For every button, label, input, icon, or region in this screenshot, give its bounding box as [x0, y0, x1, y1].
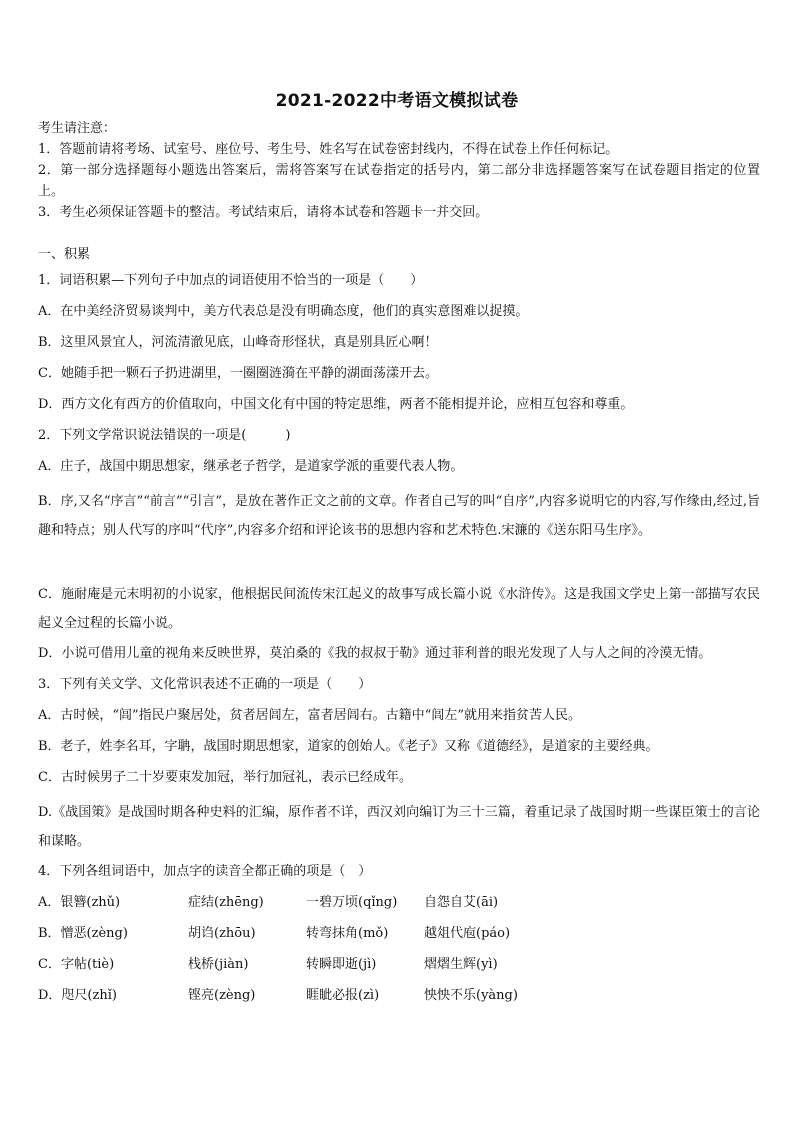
question-2-option-b: B．序,又名“序言”“前言”“引言”，是放在著作正文之前的文章。作者自己写的叫“自序”,内容多说明它的内容,写作缘由,经过,旨趣和特点；别人代写的序叫“代序”,内容多介绍和评论该书的思想内容和艺术特色.宋濂的《送东阳马生序》。	[38, 494, 760, 538]
word-item: 症结(zhēng)	[188, 895, 264, 910]
question-1-option-b: B．这里风景宜人，河流清澈见底，山峰奇形怪状，真是别具匠心啊！	[38, 335, 438, 350]
section-heading: 一、积累	[38, 247, 91, 262]
question-1-option-d: D．西方文化有西方的价值取向，中国文化有中国的特定思维，两者不能相提并论，应相互包容和尊重。	[38, 397, 634, 412]
question-4-option-a	[38, 892, 760, 913]
question-2-option-d: D．小说可借用儿童的视角来反映世界，莫泊桑的《我的叔叔于勒》通过菲利普的眼光发现了人与人之间的冷漠无情。	[38, 646, 712, 661]
question-1-stem: 1．词语积累—下列句子中加点的词语使用不恰当的一项是（ ）	[38, 273, 424, 288]
question-4-option-c	[38, 954, 760, 975]
word-item: D．咫尺(zhǐ)	[38, 988, 117, 1003]
notice-item-1: 1．答题前请将考场、试室号、座位号、考生号、姓名写在试卷密封线内，不得在试卷上作任何标记。	[38, 142, 619, 157]
question-4-option-d	[38, 985, 760, 1006]
word-item: 自怨自艾(āi)	[424, 895, 499, 910]
word-item: 胡诌(zhōu)	[188, 926, 256, 941]
question-3-stem: 3．下列有关文学、文化常识表述不正确的一项是（ ）	[38, 677, 372, 692]
question-3-option-c: C．古时候男子二十岁要束发加冠，举行加冠礼，表示已经成年。	[38, 770, 412, 785]
word-item: C．字帖(tiè)	[38, 957, 115, 972]
word-item: 铿亮(zèng)	[188, 988, 256, 1003]
word-item: 一碧万顷(qǐng)	[306, 895, 398, 910]
word-item: 转瞬即逝(jì)	[306, 957, 377, 972]
question-2-stem: 2．下列文学常识说法错误的一项是( )	[38, 428, 291, 443]
word-item: 栈桥(jiàn)	[188, 957, 249, 972]
notice-item-3: 3．考生必须保证答题卡的整洁。考试结束后，请将本试卷和答题卡一并交回。	[38, 205, 489, 220]
question-3-option-b: B．老子，姓李名耳，字聃，战国时期思想家，道家的创始人。《老子》又称《道德经》，是道家的主要经典。	[38, 739, 659, 754]
word-item: 怏怏不乐(yàng)	[424, 988, 518, 1003]
page-title: 2021-2022中考语文模拟试卷	[275, 91, 519, 111]
word-item: A．银簪(zhǔ)	[38, 895, 121, 910]
word-item: 越俎代庖(páo)	[424, 926, 511, 941]
word-item: 熠熠生辉(yì)	[424, 957, 498, 972]
question-3-option-d: D.《战国策》是战国时期各种史料的汇编，原作者不详，西汉刘向编订为三十三篇，着重记录了战国时期一些谋臣策士的言论和谋略。	[38, 805, 760, 849]
question-2-option-c: C．施耐庵是元末明初的小说家，他根据民间流传宋江起义的故事写成长篇小说《水浒传》。这是我国文学史上第一部描写农民起义全过程的长篇小说。	[38, 587, 760, 631]
question-4-option-b	[38, 923, 760, 944]
word-item: B．憎恶(zèng)	[38, 926, 128, 941]
notice-item-2: 2．第一部分选择题每小题选出答案后，需将答案写在试卷指定的括号内，第二部分非选择题答案写在试卷题目指定的位置上。	[38, 163, 760, 199]
question-1-option-a: A．在中美经济贸易谈判中，美方代表总是没有明确态度，他们的真实意图难以捉摸。	[38, 304, 529, 319]
notice-heading: 考生请注意：	[38, 121, 117, 136]
question-2-option-a: A．庄子，战国中期思想家，继承老子哲学，是道家学派的重要代表人物。	[38, 459, 464, 474]
question-3-option-a: A．古时候，“闾”指民户聚居处，贫者居闾左，富者居闾右。古籍中“闾左”就用来指贫苦人民。	[38, 708, 581, 723]
question-1-option-c: C．她随手把一颗石子扔进湖里，一圈圈涟漪在平静的湖面荡漾开去。	[38, 366, 438, 381]
question-4-stem: 4．下列各组词语中，加点字的读音全都正确的项是（ ）	[38, 864, 372, 879]
word-item: 睚眦必报(zì)	[306, 988, 380, 1003]
word-item: 转弯抹角(mǒ)	[306, 926, 389, 941]
